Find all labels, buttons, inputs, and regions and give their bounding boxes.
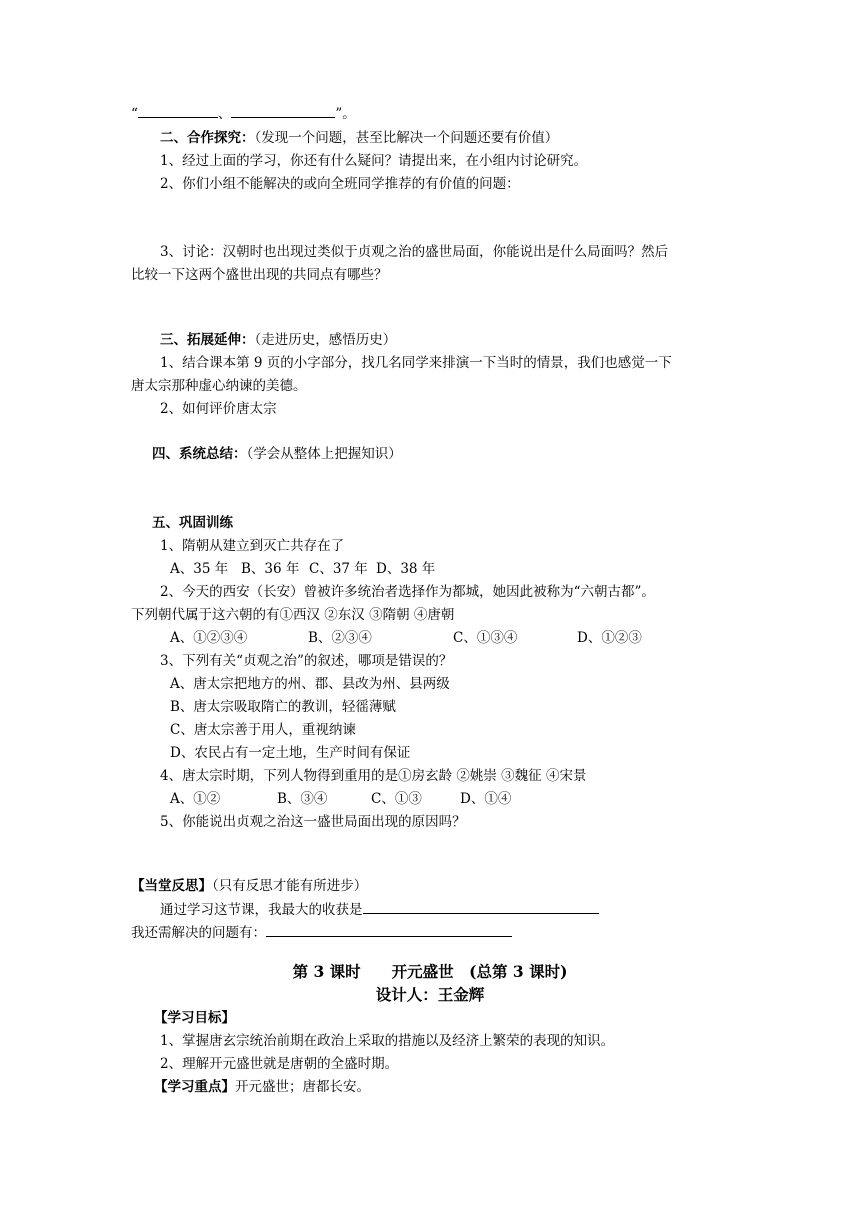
reflection-heading: 【当堂反思】 xyxy=(131,878,212,894)
quiz-question-1-options xyxy=(170,559,435,579)
key-points-heading: 【学习重点】 xyxy=(154,1079,235,1095)
q3-option-c: C、唐太宗善于用人，重视纳谏 xyxy=(170,722,356,738)
q4-option-b: B、③④ xyxy=(277,791,328,807)
q4-option-c: C、①③ xyxy=(371,791,422,807)
section-2-question-3: 3、讨论：汉朝时也出现过类似于贞观之治的盛世局面，你能说出是什么局面吗？然后 xyxy=(160,244,669,260)
section-3-heading: 三、拓展延伸： xyxy=(160,332,255,348)
q1-option-c: C、37 年 xyxy=(309,561,368,577)
reflection-line-2 xyxy=(131,922,512,943)
q1-option-b: B、36 年 xyxy=(241,561,300,577)
section-4-heading: 四、系统总结： xyxy=(152,446,247,462)
q2-option-d: D、①②③ xyxy=(577,630,642,646)
section-3-note: （走进历史，感悟历史） xyxy=(254,332,397,348)
quiz-question-2-options xyxy=(170,628,642,648)
learning-goal-2: 2、理解开元盛世就是唐朝的全盛时期。 xyxy=(160,1056,399,1072)
quiz-question-2: 2、今天的西安（长安）曾被许多统治者选择作为都城，她因此被称为“六朝古都”。 xyxy=(160,584,655,600)
reflection-blank-2[interactable] xyxy=(266,922,512,937)
reflection-note: （只有反思才能有所进步） xyxy=(212,878,368,894)
section-3-question-2: 2、如何评价唐太宗 xyxy=(160,401,277,417)
q1-option-a: A、35 年 xyxy=(170,561,229,577)
learning-goals-heading: 【学习目标】 xyxy=(154,1010,235,1026)
section-2-note: （发现一个问题，甚至比解决一个问题还要有价值） xyxy=(254,130,559,146)
section-2-question-1: 1、经过上面的学习，你还有什么疑问？请提出来，在小组内讨论研究。 xyxy=(160,153,588,169)
key-points-line xyxy=(154,1077,370,1097)
blank-1[interactable] xyxy=(138,103,218,118)
close-quote: ”。 xyxy=(335,106,356,122)
separator: 、 xyxy=(217,106,232,122)
quiz-question-3: 3、下列有关“贞观之治”的叙述，哪项是错误的？ xyxy=(160,653,453,669)
q2-option-c: C、①③④ xyxy=(453,630,518,646)
section-2-heading: 二、合作探究： xyxy=(160,130,255,146)
section-4-heading-line xyxy=(152,444,402,464)
reflection-blank-1[interactable] xyxy=(363,899,599,914)
reflection-line-1 xyxy=(160,899,599,920)
q3-option-a: A、唐太宗把地方的州、郡、县改为州、县两级 xyxy=(170,676,450,692)
quiz-question-2-cont: 下列朝代属于这六朝的有①西汉 ②东汉 ③隋朝 ④唐朝 xyxy=(131,607,455,623)
section-2-question-2: 2、你们小组不能解决的或向全班同学推荐的有价值的问题： xyxy=(160,176,520,192)
quiz-question-4: 4、唐太宗时期，下列人物得到重用的是①房玄龄 ②姚崇 ③魏征 ④宋景 xyxy=(160,768,587,784)
quiz-question-4-options xyxy=(170,789,511,809)
reflection-heading-line xyxy=(131,876,367,896)
section-2-question-3-cont: 比较一下这两个盛世出现的共同点有哪些？ xyxy=(131,267,388,283)
q1-option-d: D、38 年 xyxy=(376,561,436,577)
section-2-heading-line xyxy=(160,128,558,148)
lesson-title: 第 3 课时 开元盛世 (总第 3 课时) xyxy=(292,962,568,981)
section-4-note: （学会从整体上把握知识） xyxy=(246,446,402,462)
section-3-question-1: 1、结合课本第 9 页的小字部分，找几名同学来排演一下当时的情景，我们也感觉一下 xyxy=(160,355,672,371)
quiz-question-5: 5、你能说出贞观之治这一盛世局面出现的原因吗？ xyxy=(160,814,466,830)
reflection-prompt-2: 我还需解决的问题有： xyxy=(131,925,266,941)
open-quote: “ xyxy=(131,106,138,122)
section-5-heading: 五、巩固训练 xyxy=(152,515,233,531)
blank-2[interactable] xyxy=(231,103,335,118)
section-3-question-1-cont: 唐太宗那种虚心纳谏的美德。 xyxy=(131,378,307,394)
q4-option-d: D、①④ xyxy=(460,791,512,807)
reflection-prompt-1: 通过学习这节课，我最大的收获是 xyxy=(160,902,363,918)
q2-option-a: A、①②③④ xyxy=(170,630,248,646)
q3-option-b: B、唐太宗吸取隋亡的教训，轻徭薄赋 xyxy=(170,699,396,715)
learning-goal-1: 1、掌握唐玄宗统治前期在政治上采取的措施以及经济上繁荣的表现的知识。 xyxy=(160,1033,615,1049)
q3-option-d: D、农民占有一定土地，生产时间有保证 xyxy=(170,745,411,761)
fill-blank-line xyxy=(131,103,356,124)
quiz-question-1: 1、隋朝从建立到灭亡共存在了 xyxy=(160,538,345,554)
q2-option-b: B、②③④ xyxy=(308,630,372,646)
lesson-designer: 设计人：王金辉 xyxy=(375,985,485,1004)
q4-option-a: A、①② xyxy=(170,791,221,807)
key-points-text: 开元盛世；唐都长安。 xyxy=(235,1079,370,1095)
section-3-heading-line xyxy=(160,330,396,350)
